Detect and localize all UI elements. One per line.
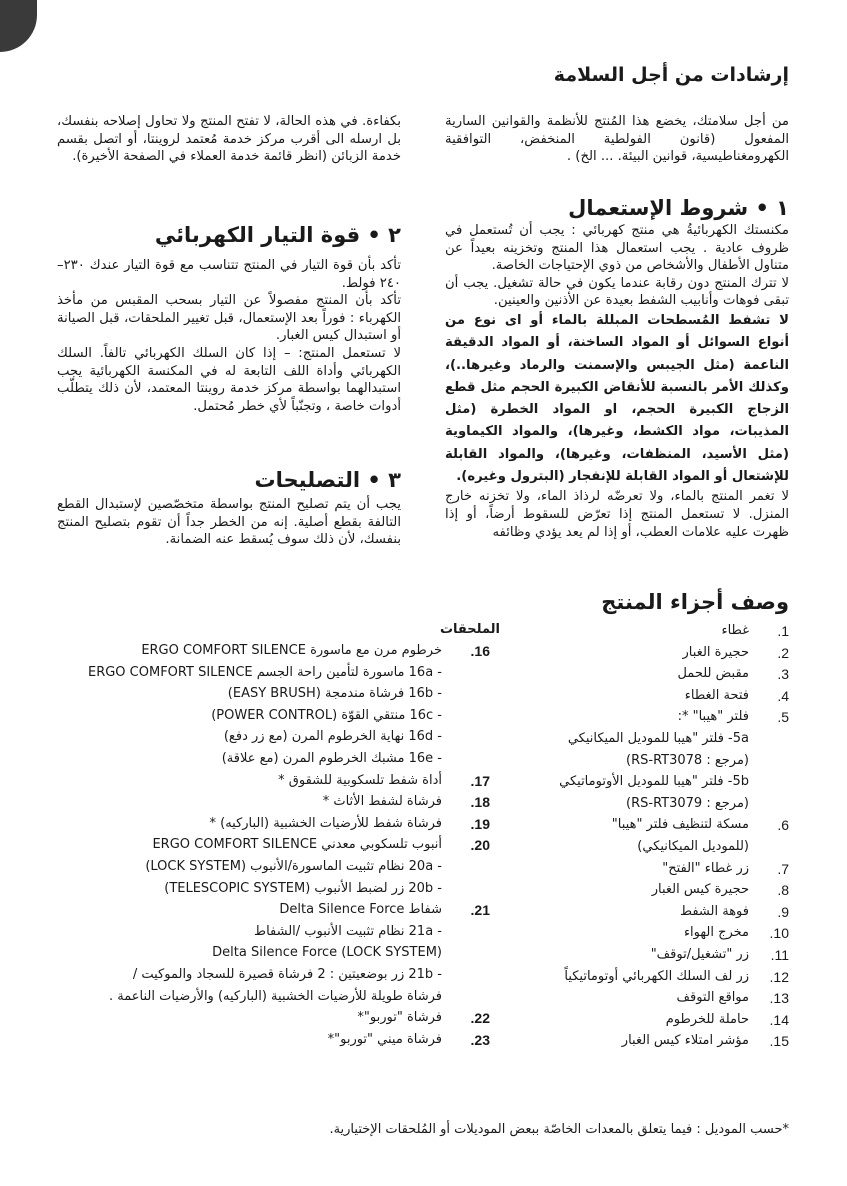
item-number: 2.	[777, 644, 789, 661]
list-item	[445, 706, 789, 728]
item-text: فرشاة لشفط الأثاث *	[322, 794, 442, 810]
s1-warning-paragraph: لا تشفط المُسطحات المبللة بالماء أو اى نوع من أنواع السوائل أو المواد الساخنة، أو المواد الدقيقة الناعمة (مثل الجيبس والإسمنت والرماد وغيرها..)، وكذلك الأمر بالنسبة للأنقاض الكبيرة الحجم مثل قطع الزجاج الكبيرة الحجم، او المواد الخطرة (مثل المذيبات، مواد الكشط، وغيرها)، والمواد الكيماوية (مثل الأسيد، المنظفات، وغيرها)، والمواد القابلة للإشتعال أو المواد القابلة للإنفجار (البترول وغيره).	[445, 312, 789, 485]
item-number: 7.	[777, 860, 789, 877]
list-item	[50, 834, 490, 856]
item-text: مسكة لتنظيف فلتر "هيبا"	[611, 817, 749, 833]
list-item	[445, 944, 789, 966]
accessories-title: الملحقات	[439, 622, 500, 637]
list-item	[50, 813, 490, 835]
list-item	[50, 986, 490, 1008]
list-item	[50, 726, 490, 748]
list-item	[445, 858, 789, 880]
list-item	[50, 662, 490, 684]
list-item	[50, 683, 490, 705]
item-text: خرطوم مرن مع ماسورة ERGO COMFORT SILENCE	[141, 643, 442, 658]
item-text: - 16e مشبك الخرطوم المرن (مع علاقة)	[221, 750, 442, 766]
item-text: - 21b زر بوضعيتين : 2 فرشاة قصيرة للسجاد والموكيت /	[132, 966, 442, 982]
item-number: 1.	[777, 623, 789, 639]
list-item	[445, 901, 789, 923]
list-item	[50, 705, 490, 727]
list-item	[445, 966, 789, 988]
item-text: حجيرة الغبار	[682, 644, 749, 660]
list-item	[50, 791, 490, 813]
parts-list	[445, 620, 789, 1070]
item-text: حجيرة كيس الغبار	[651, 882, 749, 898]
item-text: حاملة للخرطوم	[665, 1011, 749, 1027]
item-text: فرشاة طويلة للأرضيات الخشبية (الباركيه) والأرضيات الناعمة .	[109, 988, 442, 1004]
item-number: 5.	[777, 709, 789, 726]
section-1-title: ١ • شروط الإستعمال	[568, 196, 789, 220]
page-corner-tab	[0, 0, 37, 52]
item-text: فوهة الشفط	[680, 903, 749, 919]
item-text: فلتر "هيبا" *:	[677, 709, 749, 725]
item-text: زر لف السلك الكهربائي أوتوماتيكياً	[564, 968, 749, 984]
list-item	[50, 640, 490, 662]
item-text: غطاء	[721, 623, 749, 638]
section-2-title: ٢ • قوة التيار الكهربائي	[154, 223, 401, 247]
item-text: زر غطاء "الفتح"	[662, 860, 749, 876]
item-number: 15.	[769, 1033, 789, 1050]
parts-title: وصف أجزاء المنتج	[601, 590, 789, 614]
item-text: (مرجع : RS-RT3078)	[626, 752, 749, 768]
item-number: 16.	[470, 643, 490, 659]
list-item	[50, 770, 490, 792]
item-text: - 16b فرشاة مندمجة (EASY BRUSH)	[227, 686, 442, 702]
page-title: إرشادات من أجل السلامة	[553, 64, 789, 86]
item-text: - 21a نظام تثبيت الأنبوب /الشفاط	[254, 923, 442, 939]
list-item	[50, 921, 490, 943]
list-item	[445, 879, 789, 901]
section-3-body: يجب أن يتم تصليح المنتج بواسطة متخصّصين لإستبدال القطع التالفة بقطع أصلية. إنه من الخطر جداً أن تقوم بتصليح المنتج بنفسك، لأن ذلك سوف يُسقط عنه الضمانة.	[57, 497, 401, 548]
s2-paragraph-2: تأكد بأن المنتج مفصولاً عن التيار بسحب المقبس من مأخذ الكهرباء : فوراً بعد الإستعمال، قبل تغيير الملحقات، قبل الصيانة أو استبدال كيس الغبار.	[57, 293, 401, 344]
item-number: 13.	[769, 990, 789, 1007]
item-text: أداة شفط تلسكوبية للشقوق *	[278, 772, 442, 788]
item-text: 5b- فلتر "هيبا للموديل الأوتوماتيكي	[559, 774, 749, 790]
s1-paragraph-4: لا تغمر المنتج بالماء، ولا تعرضّه لرذاذ الماء، ولا تخزنه خارج المنزل. لا تستعمل المنتج إذا تعرّض للسقوط أرضاً، أو إذا ظهرت عليه علامات العطب، أو إذا لم يعد يؤدي وظائفه	[445, 489, 789, 540]
list-item	[445, 793, 789, 815]
item-number: 20.	[470, 837, 490, 854]
item-number: 12.	[769, 968, 789, 985]
item-number: 11.	[770, 946, 789, 963]
list-item	[50, 899, 490, 921]
item-text: - 16a ماسورة لتأمين راحة الجسم ERGO COMFORT SILENCE	[87, 664, 442, 680]
item-number: 18.	[470, 794, 490, 811]
s2-paragraph-3: لا تستعمل المنتج: – إذا كان السلك الكهربائي تالفاً. السلك الكهربائي وأداة اللف التابعة له في المكنسة الكهربائية يجب استبدالهما بواسطة مركز خدمة روينتا المعتمد، لأن ذلك يتطلّب أدوات خاصة ، وتجنّباً لأي خطر مُحتمل.	[57, 345, 401, 414]
item-number: 8.	[777, 882, 789, 899]
item-number: 17.	[470, 772, 490, 789]
footnote: *حسب الموديل : فيما يتعلق بالمعدات الخاصّة ببعض الموديلات أو المُلحقات الإختيارية.	[329, 1122, 789, 1137]
item-text: Delta Silence Force (LOCK SYSTEM)	[212, 945, 442, 961]
item-number: 22.	[470, 1010, 490, 1027]
list-item	[445, 750, 789, 772]
item-number: 19.	[470, 815, 490, 832]
list-item	[445, 922, 789, 944]
item-number: 23.	[470, 1031, 490, 1048]
list-item	[445, 728, 789, 750]
item-number: 3.	[777, 666, 789, 683]
item-text: مؤشر امتلاء كيس الغبار	[621, 1033, 749, 1049]
item-text: - 20b زر لضبط الأنبوب (TELESCOPIC SYSTEM)	[164, 880, 442, 896]
item-number: 10.	[769, 925, 789, 942]
list-item	[50, 1029, 490, 1051]
item-text: (للموديل الميكانيكي)	[637, 838, 749, 854]
list-item	[50, 748, 490, 770]
item-text: فرشاة ميني "توربو"*	[327, 1031, 442, 1047]
list-item	[50, 856, 490, 878]
list-item	[445, 771, 789, 793]
s2-paragraph-1: تأكد بأن قوة التيار في المنتج تتناسب مع قوة التيار عندك ٢٣٠–٢٤٠ فولط.	[57, 258, 401, 291]
list-item	[445, 1009, 789, 1031]
item-text: مخرج الهواء	[683, 925, 749, 941]
section-3-title: ٣ • التصليحات	[254, 468, 401, 492]
list-item	[50, 1007, 490, 1029]
section-2-body	[57, 257, 401, 415]
section-1-body	[445, 222, 789, 541]
list-item	[50, 942, 490, 964]
item-number: 4.	[777, 687, 789, 704]
item-number: 6.	[777, 817, 789, 834]
item-text: - 20a نظام تثبيت الماسورة/الأنبوب (LOCK SYSTEM)	[145, 858, 442, 874]
s1-paragraph-1: مكنستك الكهربائيةُ هي منتج كهربائي : يجب أن تُستعمل في ظروف عادية . يجب استعمال هذا المنتج وتخزينه بعيداً عن متناول الأطفال والأشخاص من ذوي الإحتياجات الخاصة.	[445, 223, 789, 274]
item-text: 5a- فلتر "هيبا للموديل الميكانيكي	[567, 730, 749, 746]
list-item	[445, 1030, 789, 1052]
continuation-paragraph: بكفاءة. في هذه الحالة، لا تفتح المنتج ولا تحاول إصلاحه بنفسك، بل ارسله الى أقرب مركز خدمة مُعتمد لروينتا، أو اتصل بقسم خدمة الزبائن (انظر قائمة خدمة العملاء في الصفحة الأخيرة).	[57, 114, 401, 165]
list-item	[50, 878, 490, 900]
item-text: - 16c منتقي القوّة (POWER CONTROL)	[211, 707, 442, 723]
list-item	[50, 964, 490, 986]
intro-paragraph: من أجل سلامتك، يخضع هذا المُنتج للأنظمة والقوانين السارية المفعول (قانون الفولطية المنخفض، التوافقية الكهرومغناطيسية، قوانين البيئة. ... الخ) .	[445, 114, 789, 165]
s1-paragraph-2: لا تترك المنتج دون رقابة عندما يكون في حالة تشغيل. يجب أن تبقى فوهات وأنابيب الشفط بعيدة عن الأذنين والعينين.	[445, 275, 789, 309]
item-number: 9.	[777, 903, 789, 920]
item-text: زر "تشغيل/توقف"	[650, 946, 749, 962]
item-number: 21.	[470, 902, 490, 919]
item-text: فرشاة "توربو"*	[357, 1010, 442, 1026]
list-item	[445, 987, 789, 1009]
item-number: 14.	[769, 1011, 789, 1028]
item-text: (مرجع : RS-RT3079)	[626, 795, 749, 811]
item-text: مقبض للحمل	[677, 666, 749, 682]
item-text: شفاط Delta Silence Force	[279, 902, 442, 918]
item-text: - 16d نهاية الخرطوم المرن (مع زر دفع)	[223, 729, 442, 745]
list-item	[445, 663, 789, 685]
item-text: فرشاة شفط للأرضيات الخشبية (الباركيه) *	[209, 815, 442, 831]
list-item	[445, 642, 789, 664]
list-item	[445, 685, 789, 707]
item-text: مواقع التوقف	[676, 990, 749, 1006]
list-item	[445, 836, 789, 858]
list-item	[445, 814, 789, 836]
accessories-list	[50, 640, 490, 1080]
item-text: أنبوب تلسكوبي معدني ERGO COMFORT SILENCE	[152, 837, 442, 853]
item-text: فتحة الغطاء	[684, 687, 749, 703]
